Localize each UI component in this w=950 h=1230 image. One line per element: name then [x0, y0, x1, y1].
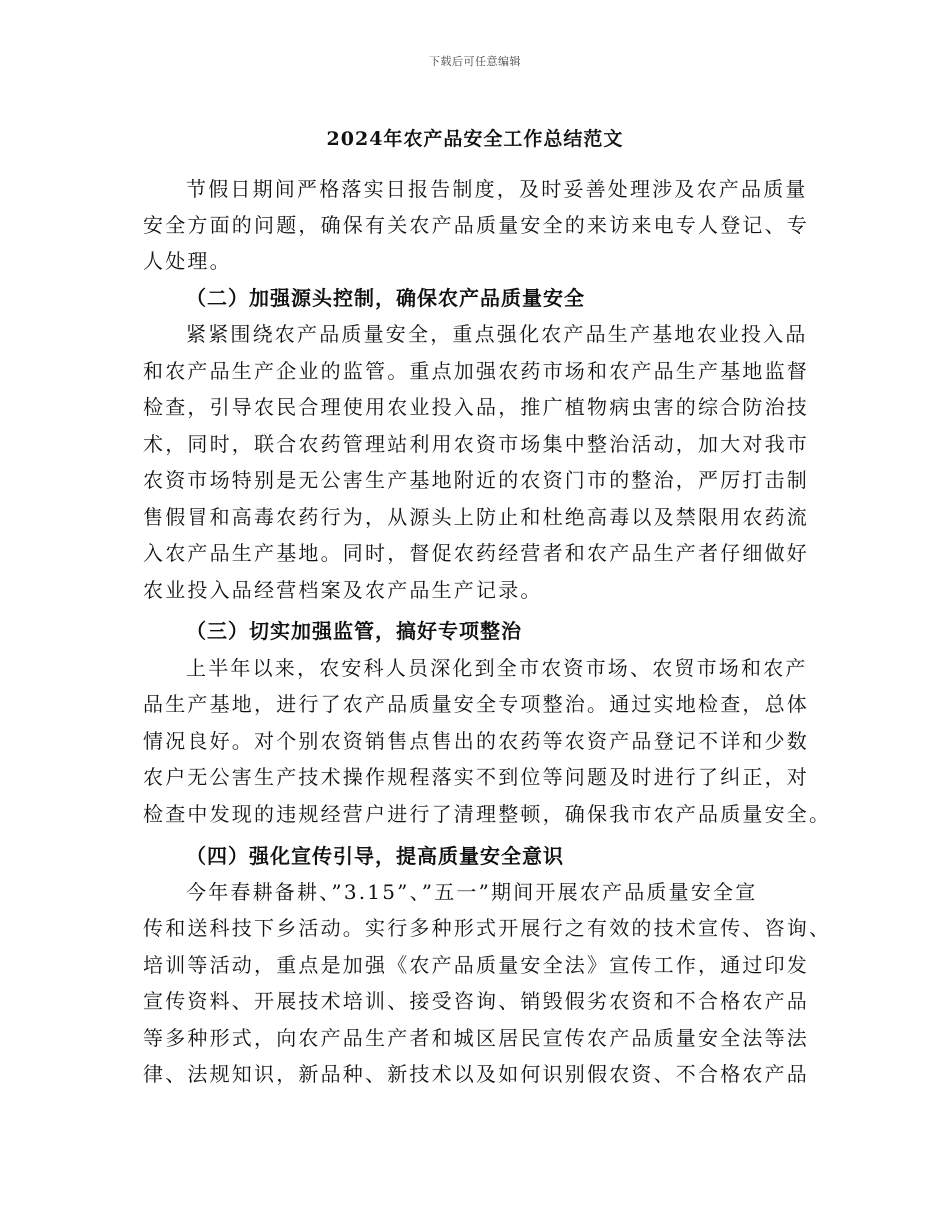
paragraph-line: 今年春耕备耕、”3.15”、”五一”期间开展农产品质量安全宣: [186, 880, 758, 904]
paragraph-line: 品生产基地，进行了农产品质量安全专项整治。通过实地检查，总体: [143, 692, 809, 716]
page-header-note: 下载后可任意编辑: [429, 55, 521, 68]
paragraph-line: 检查，引导农民合理使用农业投入品，推广植物病虫害的综合防治技: [143, 395, 809, 419]
section-heading-2: （二）加强源头控制，确保农产品质量安全: [186, 286, 585, 310]
paragraph-line: 安全方面的问题，确保有关农产品质量安全的来访来电专人登记、专: [143, 213, 809, 237]
paragraph-line: 情况良好。对个别农资销售点售出的农药等农资产品登记不详和少数: [143, 729, 809, 753]
paragraph-line: 农资市场特别是无公害生产基地附近的农资门市的整治，严厉打击制: [143, 468, 809, 492]
paragraph-line: 传和送科技下乡活动。实行多种形式开展行之有效的技术宣传、咨询、: [143, 916, 832, 940]
paragraph-line: 检查中发现的违规经营户进行了清理整顿，确保我市农产品质量安全。: [143, 802, 832, 826]
paragraph-line: 节假日期间严格落实日报告制度，及时妥善处理涉及农产品质量: [186, 177, 808, 201]
paragraph-line: 律、法规知识，新品种、新技术以及如何识别假农资、不合格农产品: [143, 1062, 809, 1086]
paragraph-line: 上半年以来，农安科人员深化到全市农资市场、农贸市场和农产: [186, 656, 808, 680]
paragraph-line: 培训等活动，重点是加强《农产品质量安全法》宣传工作，通过印发: [143, 953, 809, 977]
paragraph-line: 入农产品生产基地。同时，督促农药经营者和农产品生产者仔细做好: [143, 541, 809, 565]
paragraph-line: 紧紧围绕农产品质量安全，重点强化农产品生产基地农业投入品: [186, 322, 808, 346]
paragraph-line: 农业投入品经营档案及农产品生产记录。: [143, 578, 543, 602]
paragraph-line: 人处理。: [143, 249, 232, 273]
section-heading-3: （三）切实加强监管，搞好专项整治: [186, 619, 522, 643]
paragraph-line: 宣传资料、开展技术培训、接受咨询、销毁假劣农资和不合格农产品: [143, 989, 809, 1013]
paragraph-line: 术，同时，联合农药管理站利用农资市场集中整治活动，加大对我市: [143, 432, 809, 456]
paragraph-line: 和农产品生产企业的监管。重点加强农药市场和农产品生产基地监督: [143, 359, 809, 383]
section-heading-4: （四）强化宣传引导，提高质量安全意识: [186, 844, 564, 868]
paragraph-line: 农户无公害生产技术操作规程落实不到位等问题及时进行了纠正，对: [143, 765, 809, 789]
paragraph-line: 等多种形式，向农产品生产者和城区居民宣传农产品质量安全法等法: [143, 1026, 809, 1050]
paragraph-line: 售假冒和高毒农药行为，从源头上防止和杜绝高毒以及禁限用农药流: [143, 505, 809, 529]
document-title: 2024年农产品安全工作总结范文: [326, 128, 624, 150]
